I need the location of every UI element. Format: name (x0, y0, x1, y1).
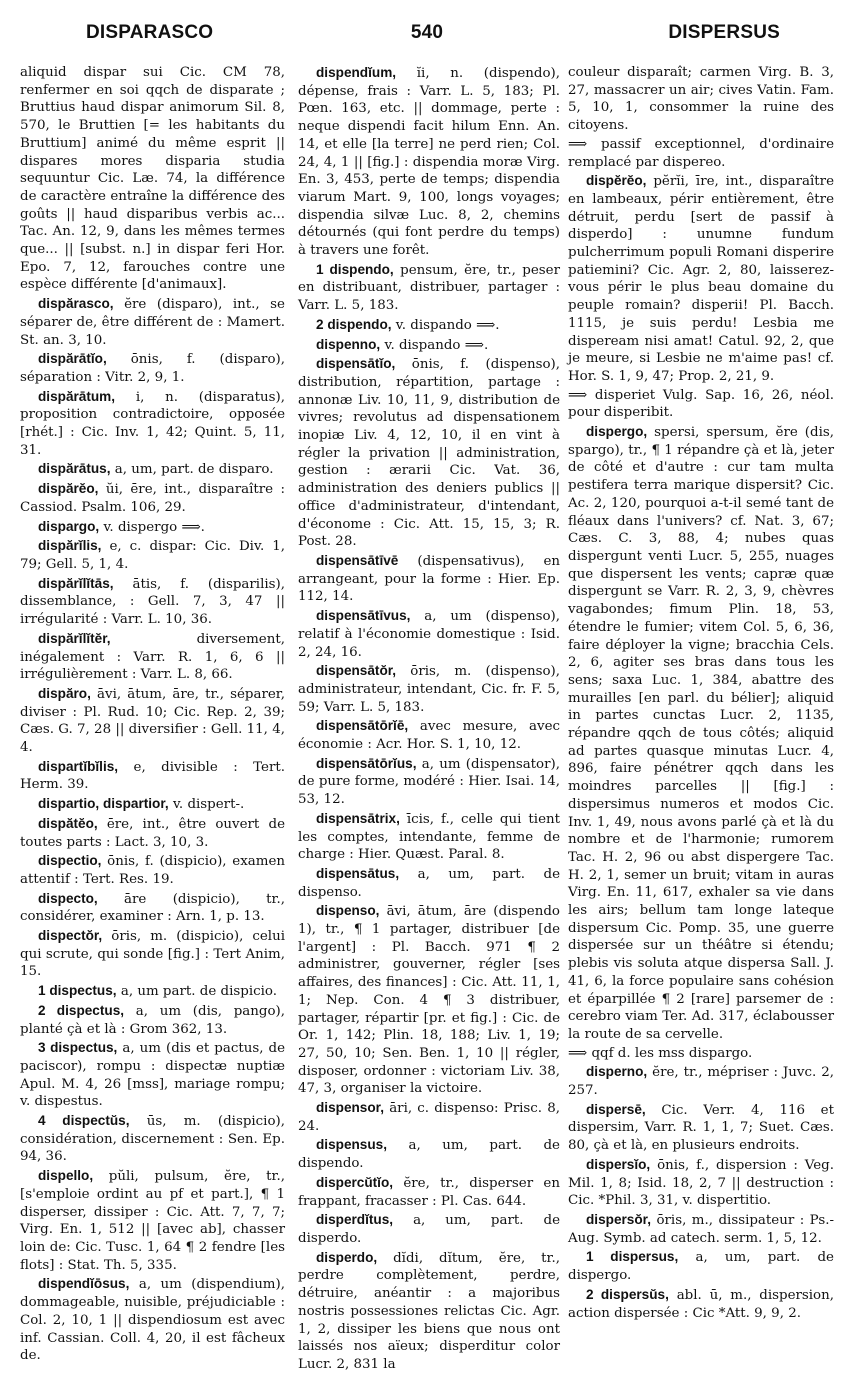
dictionary-entry (20, 685, 285, 757)
entry-definition: ātis, f. (disparilis), dissemblance, : Gell. 7, 3, 47 || irrégularité : Varr. L. 10, 36. (20, 576, 285, 628)
entry-headword: dispărĭlĭtĕr, (38, 630, 111, 646)
entry-definition: āvi, ātum, āre, tr., séparer, diviser : Pl. Rud. 10; Cic. Rep. 2, 39; Cæs. G. 7, 28 || diversifier : Gell. 11, 4, 4. (20, 686, 285, 756)
entry-headword: dispensātŏr, (316, 663, 397, 679)
dictionary-entry (298, 1174, 560, 1210)
entry-headword: dispenno, (316, 336, 381, 352)
dictionary-entry (20, 630, 285, 684)
entry-definition: spersi, spersum, ĕre (dis, spargo), tr., ¶ 1 répandre çà et là, jeter de côté et d'autre : cur tam multa pestifera terra marique dispersit? Cic. Ac. 2, 120, pourquoi a-t-il semé tant de fléaux dans l'univers? cf. Nat. 3, 67; Cæs. C. 3, 88, 4; nubes quas dispergunt venti Lucr. 5, 255, nuages que dispersent les vents; capræ quæ dispergunt se Varr. R. 2, 3, 9, chèvres vagabondes; fimum Plin. 18, 53, étendre le fumier; vitem Col. 5, 6, 36, faire déployer la vigne; bracchia Cels. 2, 6, agiter ses bras dans tous les sens; saxa Luc. 1, 384, abattre des murailles [en parl. du bélier]; aliquid in partes cunctas Lucr. 2, 1135, répandre qqch de tous côtés; aliquid ad partes quasque minutas Lucr. 4, 896, faire pénétrer qqch dans les moindres parcelles || [fig.] : dispersimus numeros et modos Cic. Inv. 1, 49, nous avons parlé çà et là du nombre et de l'harmonie; rumorem Tac. H. 2, 96 ou abst dispergere Tac. H. 2, 1, semer un bruit; vitam in auras Virg. En. 11, 617, exhaler sa vie dans les airs; bellum tam longe lateque dispersum Cic. Pomp. 35, une guerre dispersée sur un théâtre si étendu; plebis vis soluta atque dispersa Sall. J. 41, 6, la force populaire sans cohésion et éparpillée ¶ 2 [rare] parsemer de : cerebro viam Ter. Ad. 317, éclabousser la route de sa cervelle. (568, 425, 834, 1042)
entry-definition: āre (dispicio), tr., considérer, examiner : Arn. 1, p. 13. (20, 891, 285, 925)
dictionary-entry (298, 662, 560, 716)
dictionary-entry (298, 755, 560, 809)
entry-definition: ĭi, n. (dispendo), dépense, frais : Varr. L. 5, 183; Pl. Pœn. 163, etc. || dommage, perte : neque dispendi facit hilum Enn. An. 14, et elle [la terre] ne perd rien; Col. 24, 4, 1 || [fig.] : dispendia moræ Virg. En. 3, 453, perte de temps; dispendia viarum Mart. 9, 100, longs voyages; dispendia silvæ Luc. 8, 2, chemins détournés (qui font perdre du temps) à travers une forêt. (298, 66, 560, 259)
dictionary-entry (20, 64, 285, 294)
entry-headword: dispătĕo, (38, 815, 98, 831)
dictionary-entry (20, 927, 285, 981)
entry-headword: dispensātīvus, (316, 608, 411, 624)
entry-definition: (dispensativus), en arrangeant, pour la forme : Hier. Ep. 112, 14. (298, 553, 560, 605)
entry-definition: ⟹ disperiet Vulg. Sap. 16, 26, néol. pour disperibit. (568, 387, 834, 421)
column-2 (298, 64, 561, 1372)
running-head-left: DISPARASCO (86, 22, 214, 43)
dictionary-entry (568, 172, 834, 385)
dictionary-entry (20, 982, 285, 1001)
entry-headword: dispărĭlis, (38, 538, 102, 554)
entry-headword: dispensor, (316, 1100, 384, 1116)
entry-headword: dispensātĭo, (316, 356, 396, 372)
entry-headword: dispectio, (38, 853, 102, 869)
dictionary-entry (20, 480, 285, 516)
entry-headword: 1 dispectus, (38, 983, 117, 999)
column-3 (568, 64, 834, 1352)
dictionary-entry (20, 575, 285, 629)
entry-definition: ⟹ qqf d. les mss dispargo. (568, 1045, 753, 1061)
entry-headword: disperdĭtus, (316, 1212, 394, 1228)
dictionary-entry (298, 717, 560, 753)
entry-headword: dispergo, (586, 424, 648, 440)
entry-definition: a, um, part. de dispendo. (298, 1138, 560, 1172)
entry-definition: ōnis, f. (dispicio), examen attentif : Tert. Res. 19. (20, 854, 285, 887)
entry-headword: 2 dispersŭs, (586, 1286, 669, 1302)
dictionary-entry (568, 1063, 834, 1099)
dictionary-entry (298, 1136, 560, 1172)
dictionary-entry (568, 64, 834, 135)
entry-definition: pŭli, pulsum, ĕre, tr., [s'emploie ordint au pf et part.], ¶ 1 disperser, dissiper : Cic. Att. 7, 7, 7; Virg. En. 1, 512 || [avec ab], chasser loin de: Cic. Tusc. 1, 64 ¶ 2 fendre [les flots] : Stat. Th. 5, 335. (20, 1169, 286, 1273)
entry-definition: ēre, int., être ouvert de toutes parts : Lact. 3, 10, 3. (20, 816, 285, 850)
entry-definition: aliquid dispar sui Cic. CM 78, renfermer en soi qqch de disparate ; Bruttius haud dispar animorum Sil. 8, 570, le Bruttien [= les habitants du Bruttium] animé du même esprit || dispares mores disparia studia sequuntur Cic. Læ. 74, la différence de caractère entraîne la différence des goûts || haud disparibus verbis ac... Tac. An. 12, 9, dans les mêmes termes que... || [subst. n.] in dispar feri Hor. Epo. 7, 12, farouches contre une espèce différente [d'animaux]. (20, 65, 285, 293)
entry-definition: v. dispert-. (172, 797, 245, 813)
entry-definition: ōnis, f. (disparo), séparation : Vitr. 2, 9, 1. (20, 352, 286, 385)
entry-headword: dispensātōrĭē, (316, 718, 409, 734)
dictionary-entry (20, 890, 285, 926)
entry-definition: a, um, part. de disperdo. (298, 1213, 560, 1246)
dictionary-entry (20, 1167, 285, 1274)
entry-headword: dispensātīvē (316, 552, 399, 568)
entry-headword: dispărātum, (38, 388, 116, 404)
entry-definition: a, um (dispendium), dommageable, nuisible, préjudiciable : Col. 2, 10, 1 || dispendiosum est avec inf. Cassian. Coll. 4, 20, il est fâcheux de. (20, 1277, 285, 1364)
entry-headword: 1 dispendo, (316, 261, 394, 277)
dictionary-entry (568, 1211, 834, 1247)
entry-headword: dispărĭlĭtās, (38, 575, 114, 591)
entry-headword: dispercŭtĭo, (316, 1174, 394, 1190)
entry-definition: abl. ū, m., dispersion, action dispersée : Cic *Att. 9, 9, 2. (568, 1287, 834, 1321)
entry-headword: 4 dispectŭs, (38, 1113, 130, 1129)
entry-definition: e, c. dispar: Cic. Div. 1, 79; Gell. 5, 1, 4. (20, 539, 285, 572)
entry-definition: ōris, m. (dispenso), administrateur, intendant, Cic. fr. F. 5, 59; Varr. L. 5, 183. (298, 664, 560, 715)
entry-headword: dispensātrix, (316, 810, 400, 826)
entry-definition: a, um (dispenso), relatif à l'économie domestique : Isid. 2, 24, 16. (298, 609, 560, 660)
entry-definition: v. dispergo ⟹. (103, 519, 205, 535)
dictionary-entry (568, 1248, 834, 1284)
entry-definition: dĭdi, dĭtum, ĕre, tr., perdre complètement, perdre, détruire, anéantir : a majoribus nostris possessiones relictas Cic. Agr. 1, 2, dissiper les biens que nous ont laissés nos aïeux; disperditur color Lucr. 2, 831 la (298, 1250, 560, 1372)
dictionary-entry (298, 355, 560, 551)
entry-definition: i, n. (disparatus), proposition contradictoire, opposée [rhét.] : Cic. Inv. 1, 42; Quint. 5, 11, 31. (20, 389, 285, 458)
entry-headword: dispargo, (38, 518, 100, 534)
dictionary-entry (298, 1211, 560, 1247)
entry-headword: dispartĭbĭlis, (38, 758, 119, 774)
column-1 (20, 64, 286, 1364)
entry-definition: avec mesure, avec économie : Acr. Hor. S. 1, 10, 12. (298, 719, 560, 753)
entry-headword: dispendĭum, (316, 65, 397, 80)
entry-headword: dispecto, (38, 890, 98, 906)
entry-definition: īcis, f., celle qui tient les comptes, intendante, femme de charge : Hier. Quæst. Paral. 8. (298, 811, 560, 863)
dictionary-entry (298, 552, 560, 606)
dictionary-entry (20, 758, 285, 794)
entry-headword: 2 dispectus, (38, 1002, 125, 1018)
entry-headword: dispersĭo, (586, 1156, 651, 1172)
dictionary-entry (568, 1045, 834, 1063)
entry-definition: Cic. Verr. 4, 116 et dispersim, Varr. R. 1, 1, 7; Suet. Cæs. 80, çà et là, en plusieurs endroits. (568, 1102, 834, 1154)
entry-definition: diversement, inégalement : Varr. R. 1, 6, 6 || irrégulièrement : Varr. L. 8, 66. (20, 631, 285, 683)
dictionary-entry (298, 336, 560, 355)
entry-headword: dispersŏr, (586, 1212, 651, 1227)
entry-headword: 3 dispectus, (38, 1040, 118, 1056)
dictionary-entry (568, 387, 834, 422)
entry-definition: pĕrĭi, īre, int., disparaître en lambeaux, périr entièrement, être détruit, perdu [sert de passif à disperdo] : unumne fundum pulcherrimum populi Romani disperire patiemini? Cic. Agr. 2, 80, laisserez-vous périr le plus beau domaine du peuple romain? disperii! Pl. Bacch. 1115, je suis perdu! Lesbia me dispeream nisi amat! Catul. 92, 2, que je meure, si Lesbie ne m'aime pas! cf. Hor. S. 1, 9, 47; Prop. 2, 21, 9. (568, 174, 835, 384)
dictionary-entry (20, 518, 285, 537)
entry-definition: āvi, ātum, āre (dispendo 1), tr., ¶ 1 partager, distribuer [de l'argent] : Pl. Bacch. 971 ¶ 2 administrer, gouverner, régler [ses affaires, des finances] : Cic. Att. 11, 1, 1; Nep. Con. 4 ¶ 3 distribuer, partager, répartir [pr. et fig.] : Cic. de Or. 1, 142; Plin. 18, 188; Liv. 1, 19; 27, 50, 10; Sen. Ben. 1, 10 || régler, disposer, ordonner : victoriam Liv. 38, 47, 3, organiser la victoire. (298, 904, 560, 1097)
dictionary-entry (298, 1099, 560, 1135)
page-header (0, 22, 854, 54)
entry-headword: dispĕrĕo, (586, 173, 647, 189)
entry-definition: a, um, part. de disparo. (114, 462, 274, 478)
dictionary-entry (298, 607, 560, 661)
entry-headword: dispensātus, (316, 865, 400, 881)
dictionary-entry (568, 1101, 834, 1155)
dictionary-entry (20, 460, 285, 479)
entry-headword: dispărĕo, (38, 481, 99, 497)
entry-definition: ūs, m. (dispicio), considération, discernement : Sen. Ep. 94, 36. (20, 1114, 285, 1165)
dictionary-entry (298, 810, 560, 864)
entry-headword: 2 dispendo, (316, 316, 392, 332)
entry-headword: dispărātĭo, (38, 351, 107, 367)
entry-headword: dispendĭōsus, (38, 1276, 130, 1292)
entry-headword: dispărasco, (38, 296, 114, 312)
dictionary-entry (20, 852, 285, 888)
page-number: 540 (410, 22, 444, 43)
entry-headword: 1 dispersus, (586, 1249, 679, 1265)
entry-definition: a, um (dis, pango), planté çà et là : Grom 362, 13. (20, 1003, 286, 1037)
dictionary-entry (20, 350, 285, 386)
entry-definition: pensum, ĕre, tr., peser en distribuant, distribuer, partager : Varr. L. 5, 183. (298, 262, 561, 314)
entry-definition: ĕre (disparo), int., se séparer de, être différent de : Mamert. St. an. 3, 10. (20, 297, 285, 348)
dictionary-entry (20, 1039, 285, 1111)
entry-definition: ōnis, f. (dispenso), distribution, répartition, partage : annonæ Liv. 10, 11, 9, distribution de vivres; revolutus ad dispensationem inopiæ Liv. 4, 12, 10, il en vint à régler la privation || administration, gestion : ærarii Cic. Vat. 36, administration des deniers publics || office d'administrateur, d'intendant, d'économe : Cic. Att. 15, 15, 3; R. Post. 28. (298, 357, 560, 550)
dictionary-entry (20, 795, 285, 814)
entry-headword: disperdo, (316, 1249, 378, 1265)
entry-headword: dispensātōrĭus, (316, 755, 417, 771)
entry-headword: dispartio, dispartior, (38, 796, 169, 812)
entry-headword: dispectŏr, (38, 928, 103, 944)
dictionary-entry (20, 1275, 285, 1365)
dictionary-entry (20, 815, 285, 851)
dictionary-entry (20, 295, 285, 349)
entry-headword: dispello, (38, 1168, 94, 1184)
entry-definition: ōris, m., dissipateur : Ps.-Aug. Symb. ad catech. serm. 1, 5, 12. (568, 1213, 834, 1246)
entry-definition: a, um, part. de dispenso. (298, 866, 560, 900)
entry-definition: v. dispando ⟹. (395, 317, 500, 333)
dictionary-entry (568, 423, 834, 1044)
running-head-right: DISPERSUS (668, 22, 780, 43)
dictionary-entry (298, 261, 560, 315)
entry-headword: dispăro, (38, 685, 91, 701)
dictionary-entry (20, 388, 285, 460)
dictionary-entry (568, 1286, 834, 1322)
dictionary-entry (298, 1249, 560, 1374)
entry-headword: dispersē, (586, 1101, 646, 1117)
entry-definition: a, um (dis et pactus, de paciscor), rompu : dispectæ nuptiæ Apul. M. 4, 26 [mss], mariage rompu; v. dispestus. (20, 1041, 285, 1110)
entry-definition: a, um (dispensator), de pure forme, modéré : Hier. Isai. 14, 53, 12. (298, 756, 561, 808)
entry-definition: v. dispando ⟹. (384, 337, 489, 353)
dictionary-entry (298, 64, 560, 260)
entry-definition: ĕre, tr., disperser en frappant, fracasser : Pl. Cas. 644. (298, 1175, 560, 1209)
entry-headword: disperno, (586, 1064, 648, 1080)
entry-definition: e, divisible : Tert. Herm. 39. (20, 759, 285, 793)
dictionary-entry (20, 1112, 285, 1166)
dictionary-entry (568, 136, 834, 171)
entry-definition: āri, c. dispenso: Prisc. 8, 24. (298, 1101, 560, 1134)
entry-definition: ōris, m. (dispicio), celui qui scrute, qui sonde [fig.] : Tert Anim, 15. (20, 929, 286, 980)
entry-definition: couleur disparaît; carmen Virg. B. 3, 27, massacrer un air; cives Vatin. Fam. 5, 10, 1, consommer la ruine des citoyens. (568, 65, 834, 134)
entry-definition: a, um part. de dispicio. (120, 984, 277, 1000)
entry-definition: ōnis, f., dispersion : Veg. Mil. 1, 8; Isid. 18, 2, 7 || destruction : Cic. *Phil. 3, 31, v. dispertitio. (568, 1157, 834, 1209)
dictionary-entry (20, 537, 285, 573)
dictionary-entry (298, 865, 560, 901)
entry-headword: dispensus, (316, 1137, 388, 1153)
entry-headword: dispenso, (316, 903, 380, 919)
entry-definition: ŭi, ēre, int., disparaître : Cassiod. Psalm. 106, 29. (20, 482, 285, 515)
entry-definition: ĕre, tr., mépriser : Juvc. 2, 257. (568, 1065, 834, 1099)
entry-headword: dispărātus, (38, 461, 111, 477)
entry-definition: ⟹ passif exceptionnel, d'ordinaire remplacé par dispereo. (568, 136, 834, 170)
dictionary-entry (568, 1156, 834, 1210)
dictionary-entry (298, 316, 560, 335)
dictionary-entry (298, 902, 560, 1098)
entry-definition: a, um, part. de dispergo. (568, 1250, 834, 1284)
dictionary-entry (20, 1002, 285, 1038)
